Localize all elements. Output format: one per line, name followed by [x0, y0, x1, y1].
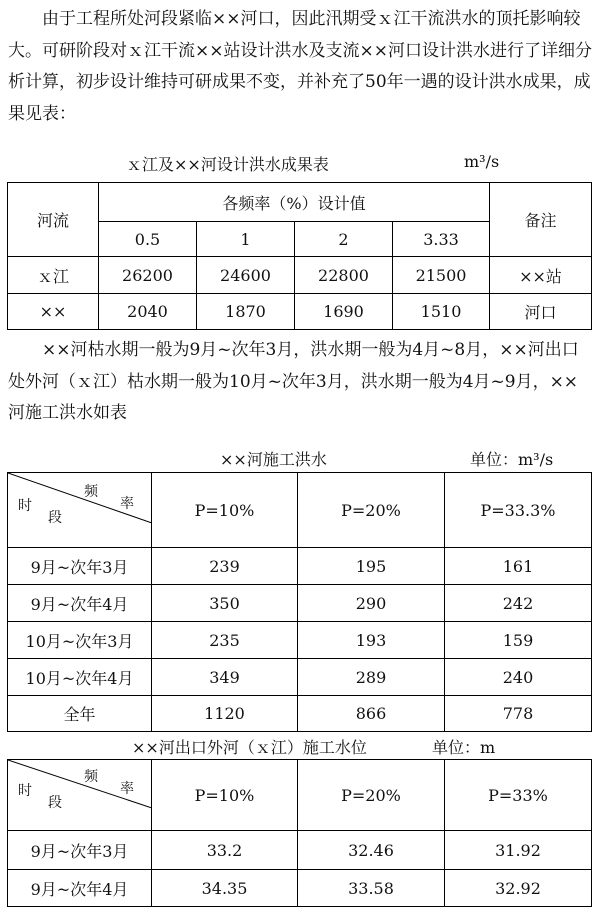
- value-cell: 2040: [99, 294, 197, 330]
- diag-seg-label: 段: [48, 510, 62, 526]
- period-cell: 9月~次年4月: [8, 870, 152, 907]
- table1-unit: m³/s: [464, 152, 500, 171]
- freq-cell: 1: [197, 222, 295, 257]
- flood-season-paragraph: ××河枯水期一般为9月~次年3月，洪水期一般为4月~8月，××河出口处外河（ｘ江）枯水期一般为10月~次年3月，洪水期一般为4月~9月，××河施工洪水如表: [8, 340, 579, 423]
- value-cell: 1690: [295, 294, 393, 330]
- value-cell: 235: [152, 622, 298, 659]
- value-cell: 1510: [393, 294, 490, 330]
- value-cell: 33.2: [152, 831, 298, 870]
- diag-freq-label: 频: [84, 769, 98, 785]
- value-cell: 778: [445, 696, 592, 732]
- header-note: 备注: [490, 183, 592, 257]
- table2-caption: ××河施工洪水: [220, 450, 327, 469]
- col-header: P=33.3%: [445, 473, 592, 548]
- value-cell: 32.46: [298, 831, 445, 870]
- header-river: 河流: [8, 183, 99, 257]
- value-cell: 242: [445, 585, 592, 622]
- water-level-table: [7, 759, 592, 907]
- table-row: [8, 870, 592, 907]
- diag-freq-label: 频: [84, 484, 98, 500]
- col-header: P=10%: [152, 473, 298, 548]
- period-cell: 9月~次年3月: [8, 831, 152, 870]
- diag-rate-label: 率: [120, 781, 134, 797]
- period-cell: 10月~次年3月: [8, 622, 152, 659]
- table-row: [8, 257, 592, 294]
- value-cell: 1870: [197, 294, 295, 330]
- header-frequency: 各频率（%）设计值: [99, 183, 490, 222]
- river-name: ××: [8, 294, 99, 330]
- period-cell: 全年: [8, 696, 152, 732]
- construction-flood-table: [7, 472, 592, 732]
- river-name: ｘ江: [8, 257, 99, 294]
- note-cell: ××站: [490, 257, 592, 294]
- value-cell: 1120: [152, 696, 298, 732]
- value-cell: 239: [152, 548, 298, 585]
- value-cell: 32.92: [445, 870, 592, 907]
- freq-cell: 0.5: [99, 222, 197, 257]
- table-row: [8, 548, 592, 585]
- value-cell: 24600: [197, 257, 295, 294]
- col-header: P=33%: [445, 760, 592, 831]
- design-flood-table: [7, 182, 592, 330]
- table-row: [8, 831, 592, 870]
- value-cell: 193: [298, 622, 445, 659]
- table-row: [8, 622, 592, 659]
- period-cell: 10月~次年4月: [8, 659, 152, 696]
- freq-cell: 3.33: [393, 222, 490, 257]
- value-cell: 161: [445, 548, 592, 585]
- intro-paragraph: 由于工程所处河段紧临××河口，因此汛期受ｘ江干流洪水的顶托影响较大。可研阶段对ｘ江干流××站设计洪水及支流××河口设计洪水进行了详细分析计算，初步设计维持可研成果不变，并补充了50年一遇的设计洪水成果，成果见表：: [8, 9, 592, 124]
- diagonal-header: [8, 473, 152, 548]
- value-cell: 240: [445, 659, 592, 696]
- table-row: [8, 294, 592, 330]
- value-cell: 34.35: [152, 870, 298, 907]
- value-cell: 866: [298, 696, 445, 732]
- value-cell: 289: [298, 659, 445, 696]
- value-cell: 350: [152, 585, 298, 622]
- diagonal-header: [8, 760, 152, 831]
- value-cell: 22800: [295, 257, 393, 294]
- value-cell: 21500: [393, 257, 490, 294]
- note-cell: 河口: [490, 294, 592, 330]
- diag-rate-label: 率: [120, 496, 134, 512]
- value-cell: 26200: [99, 257, 197, 294]
- col-header: P=10%: [152, 760, 298, 831]
- table-row: [8, 585, 592, 622]
- value-cell: 195: [298, 548, 445, 585]
- value-cell: 33.58: [298, 870, 445, 907]
- col-header: P=20%: [298, 760, 445, 831]
- table3-caption: ××河出口外河（ｘ江）施工水位: [132, 738, 367, 757]
- value-cell: 349: [152, 659, 298, 696]
- diag-seg-label: 段: [48, 795, 62, 811]
- diag-time-label: 时: [18, 783, 32, 799]
- period-cell: 9月~次年4月: [8, 585, 152, 622]
- table-row: [8, 696, 592, 732]
- diag-time-label: 时: [18, 498, 32, 514]
- period-cell: 9月~次年3月: [8, 548, 152, 585]
- value-cell: 290: [298, 585, 445, 622]
- value-cell: 159: [445, 622, 592, 659]
- table-row: [8, 659, 592, 696]
- value-cell: 31.92: [445, 831, 592, 870]
- table1-caption: ｘ江及××河设计洪水成果表: [126, 155, 329, 174]
- table3-unit: 单位：m: [432, 738, 496, 757]
- col-header: P=20%: [298, 473, 445, 548]
- freq-cell: 2: [295, 222, 393, 257]
- table2-unit: 单位：m³/s: [470, 450, 554, 469]
